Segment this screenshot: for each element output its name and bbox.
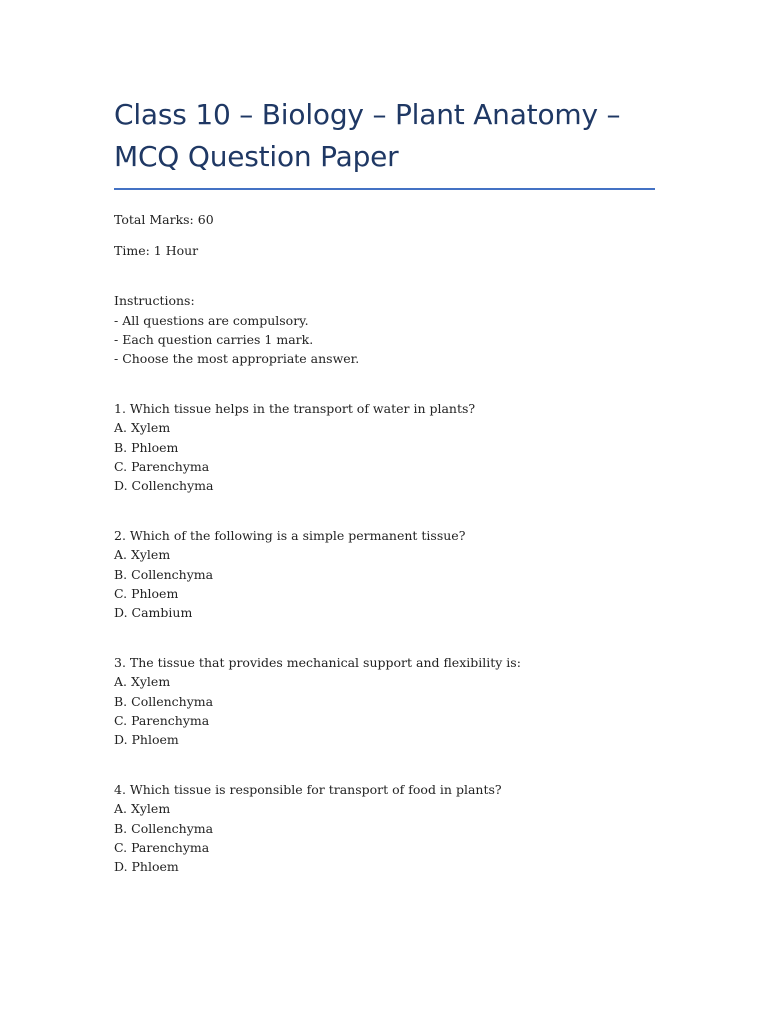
answer-option: D. Collenchyma <box>114 478 214 494</box>
question-text: 3. The tissue that provides mechanical support and flexibility is: <box>114 655 521 671</box>
answer-option: A. Xylem <box>114 547 171 563</box>
question-4 <box>114 780 654 876</box>
answer-option: B. Collenchyma <box>114 820 214 836</box>
time-limit: Time: 1 Hour <box>114 243 199 259</box>
question-2 <box>114 526 654 622</box>
document-page <box>114 94 654 876</box>
question-1 <box>114 399 654 495</box>
answer-option: D. Phloem <box>114 732 179 748</box>
answer-option: D. Phloem <box>114 859 179 875</box>
instruction-item: - Choose the most appropriate answer. <box>114 351 360 367</box>
answer-option: C. Phloem <box>114 585 179 601</box>
question-text: 2. Which of the following is a simple permanent tissue? <box>114 528 466 544</box>
instruction-item: - All questions are compulsory. <box>114 312 309 328</box>
answer-option: C. Parenchyma <box>114 712 210 728</box>
question-text: 4. Which tissue is responsible for transport of food in plants? <box>114 782 502 798</box>
answer-option: C. Parenchyma <box>114 458 210 474</box>
answer-option: A. Xylem <box>114 801 171 817</box>
answer-option: C. Parenchyma <box>114 839 210 855</box>
title-underline <box>114 188 655 190</box>
document-title-line-2: MCQ Question Paper <box>114 140 399 173</box>
answer-option: B. Collenchyma <box>114 693 214 709</box>
instruction-item: - Each question carries 1 mark. <box>114 331 314 347</box>
question-3 <box>114 653 654 749</box>
answer-option: B. Phloem <box>114 439 179 455</box>
question-text: 1. Which tissue helps in the transport of water in plants? <box>114 401 476 417</box>
document-title-line-1: Class 10 – Biology – Plant Anatomy – <box>114 98 621 131</box>
total-marks: Total Marks: 60 <box>114 212 214 227</box>
document-title <box>114 94 654 178</box>
answer-option: D. Cambium <box>114 605 193 621</box>
answer-option: B. Collenchyma <box>114 566 214 582</box>
answer-option: A. Xylem <box>114 674 171 690</box>
instructions-block <box>114 291 654 368</box>
instructions-heading: Instructions: <box>114 293 195 309</box>
answer-option: A. Xylem <box>114 420 171 436</box>
